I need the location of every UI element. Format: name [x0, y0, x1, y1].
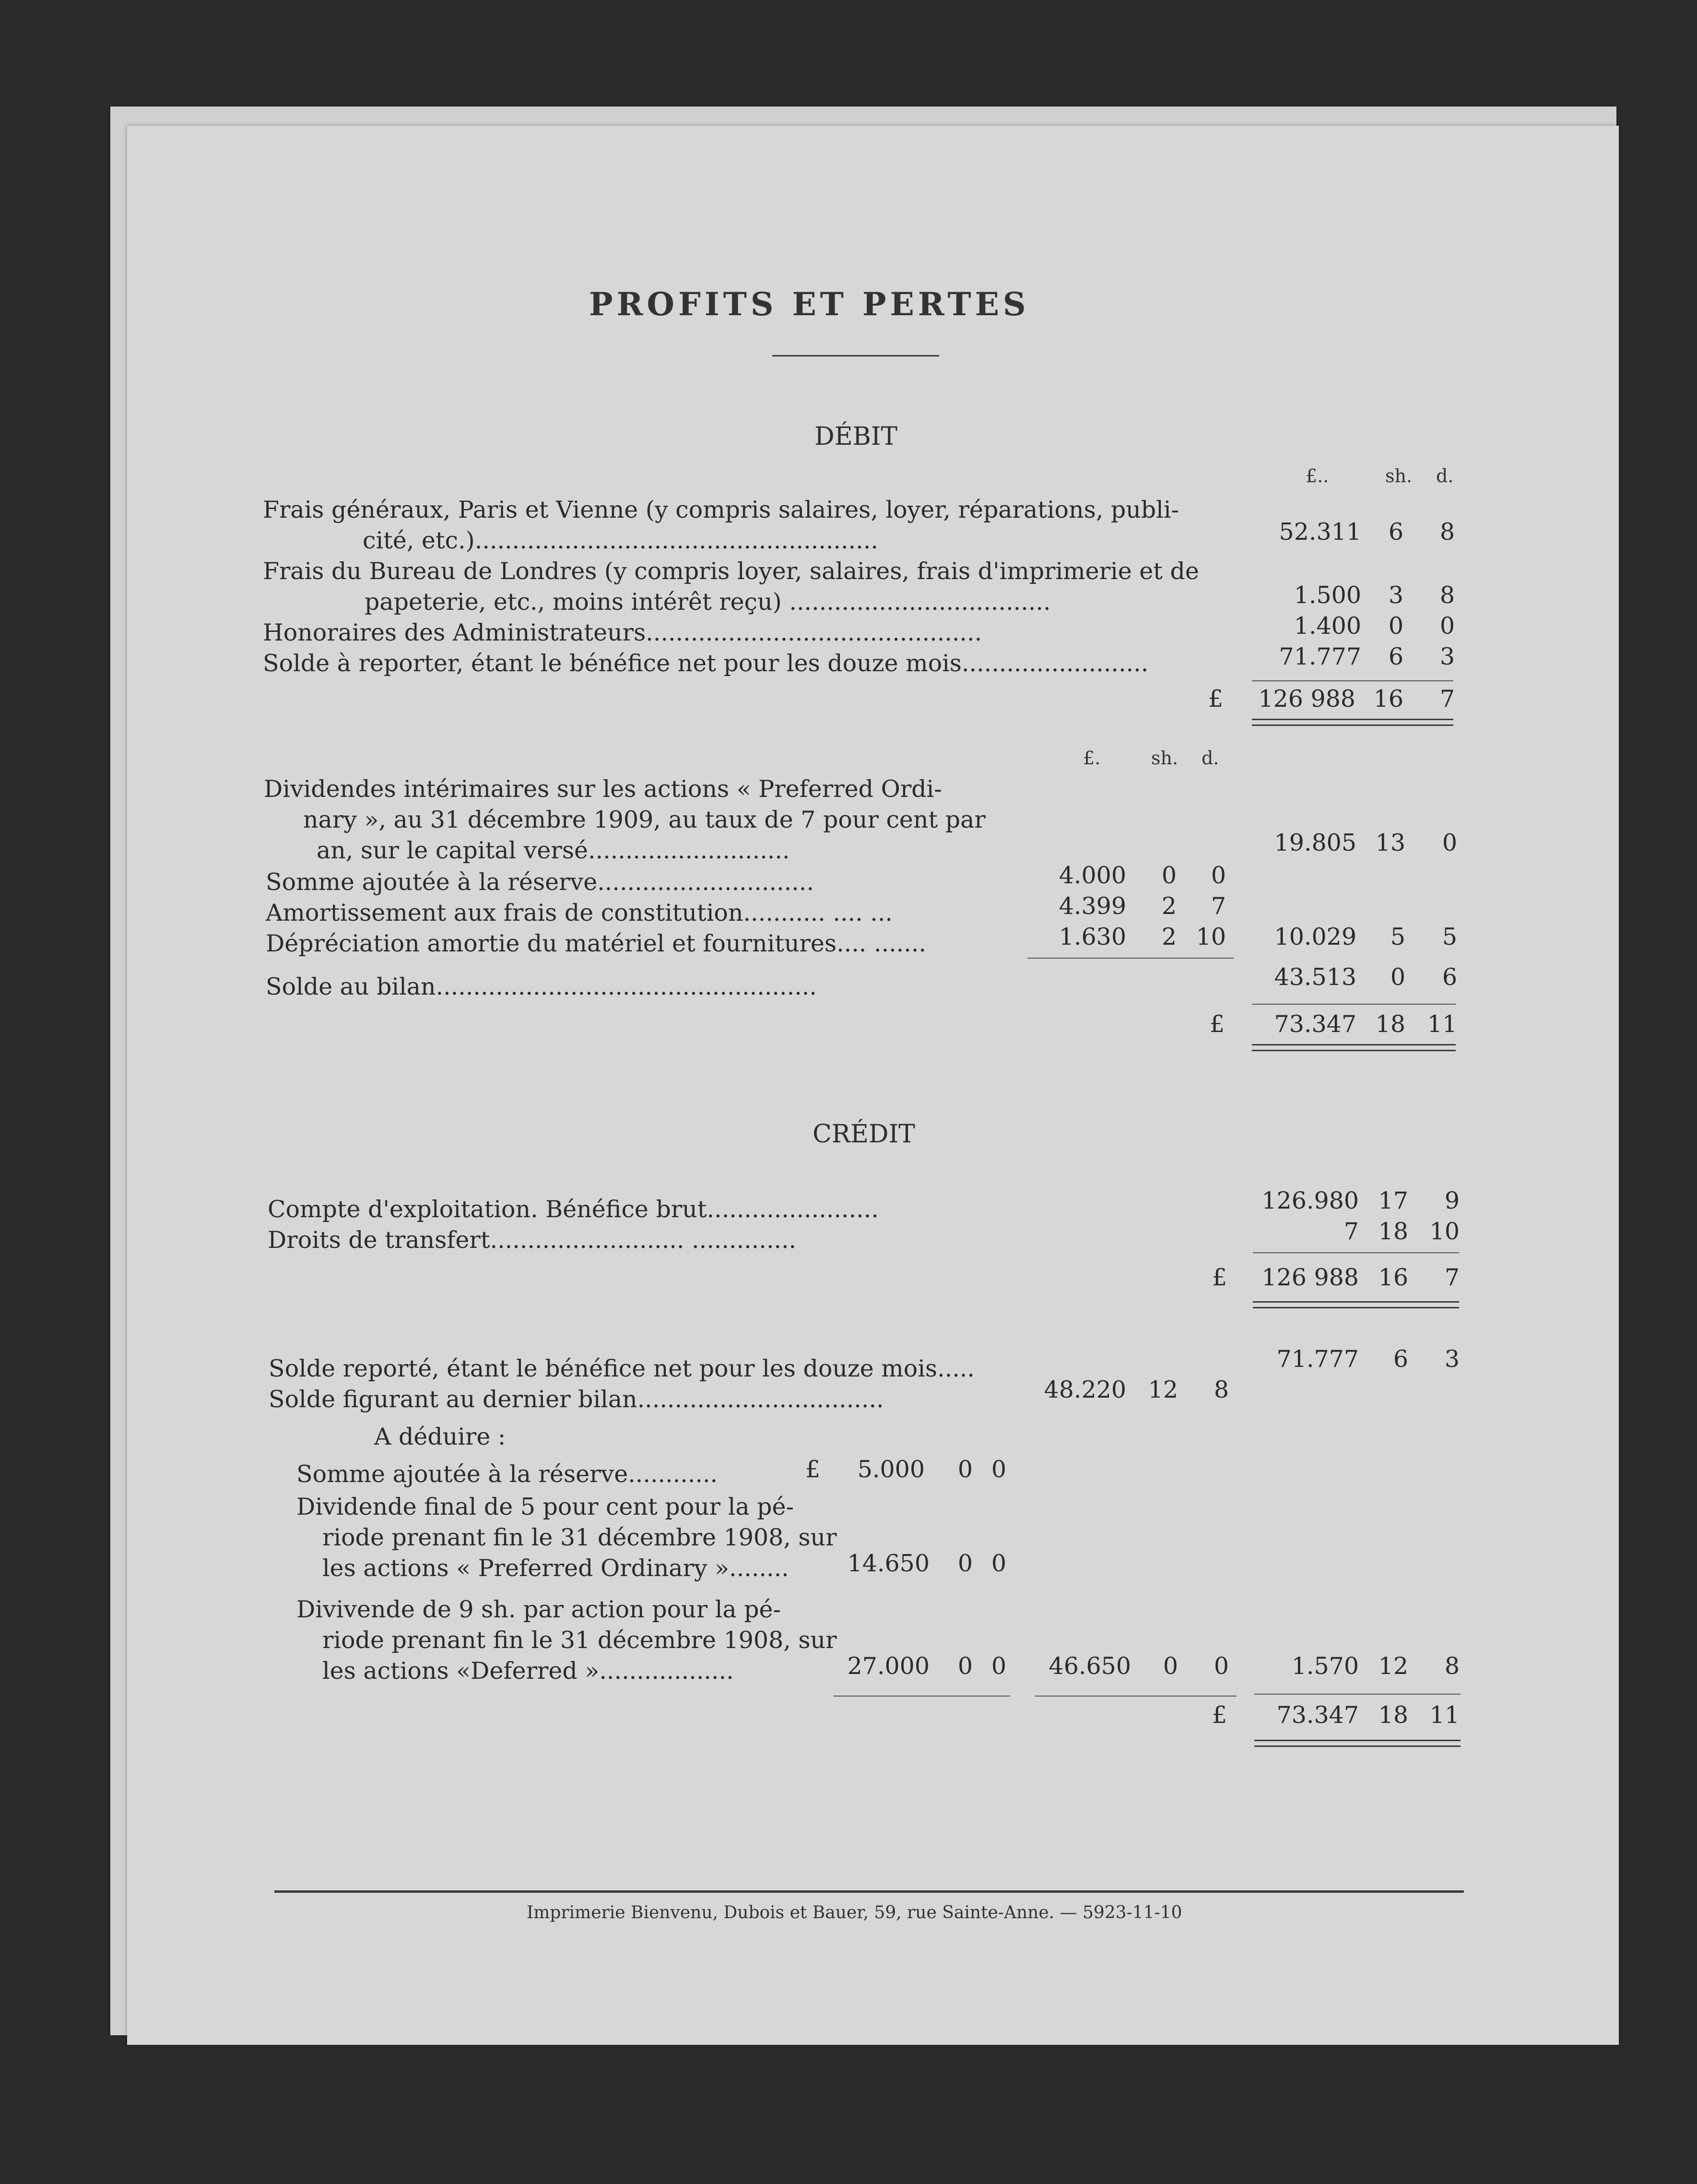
- solde-bilan-d: 6: [1442, 963, 1457, 991]
- solde-bilan-precedent-pounds: 48.220: [1044, 1376, 1126, 1403]
- reserve-sh: 0: [1161, 862, 1177, 889]
- credit-heading: CRÉDIT: [813, 1120, 915, 1149]
- solde-bilan-precedent-d: 8: [1214, 1376, 1229, 1403]
- col-header-shillings: sh.: [1151, 748, 1178, 769]
- debit-amount-d: 8: [1439, 518, 1455, 546]
- remainder-d: 8: [1444, 1652, 1460, 1680]
- depreciation-sh: 2: [1161, 923, 1177, 950]
- debit-amount-pounds: 1.400: [1294, 612, 1361, 640]
- total-double-rule: [1252, 719, 1453, 726]
- solde-reporte-pounds: 71.777: [1276, 1345, 1359, 1373]
- reserve-d: 0: [1211, 862, 1226, 889]
- credit-d: 10: [1429, 1218, 1460, 1245]
- credit-line-1: Compte d'exploitation. Bénéfice brut.......................: [268, 1196, 879, 1223]
- deduction-deferred-line-3: les actions «Deferred »..................: [322, 1657, 734, 1685]
- deductions-sum-pounds: 46.650: [1049, 1652, 1131, 1680]
- deduction-deferred-sh: 0: [957, 1652, 973, 1680]
- deduction-dividend-line-3: les actions « Preferred Ordinary »........: [322, 1555, 789, 1582]
- depreciation-total-pounds: 10.029: [1274, 923, 1356, 950]
- debit-total2-d: 11: [1427, 1010, 1457, 1038]
- amortissement-sh: 2: [1161, 892, 1177, 920]
- col-header-pence: d.: [1436, 465, 1454, 487]
- amortissement-pounds: 4.399: [1059, 892, 1126, 920]
- debit-line-1: Frais généraux, Paris et Vienne (y compris salaires, loyer, réparations, publi-: [263, 496, 1179, 523]
- solde-bilan-line: Solde au bilan...................................................: [266, 973, 817, 1000]
- debit-amount-sh: 6: [1388, 643, 1403, 670]
- credit-total2-sh: 18: [1378, 1701, 1408, 1729]
- printer-imprint: Imprimerie Bienvenu, Dubois et Bauer, 59, rue Sainte-Anne. — 5923-11-10: [527, 1903, 1182, 1923]
- debit-line-5: Honoraires des Administrateurs.............................................: [263, 619, 982, 646]
- credit-sh: 17: [1378, 1187, 1408, 1214]
- reserve-line: Somme ajoutée à la réserve.............................: [266, 868, 814, 896]
- credit-total2-pounds: 73.347: [1276, 1701, 1359, 1729]
- total-double-rule: [1252, 1044, 1456, 1051]
- subtotal-rule: [834, 1696, 1010, 1697]
- debit-amount-d: 0: [1439, 612, 1455, 640]
- footer-rule: [274, 1890, 1464, 1893]
- credit-total-pounds: 126 988: [1261, 1264, 1359, 1291]
- deduction-reserve-sh: 0: [957, 1456, 973, 1483]
- credit-d: 9: [1444, 1187, 1460, 1214]
- debit-amount-sh: 3: [1388, 582, 1403, 609]
- subtotal-rule: [1254, 1694, 1461, 1695]
- total-currency: £: [1208, 685, 1223, 712]
- deduction-dividend-d: 0: [991, 1550, 1006, 1577]
- debit-heading: DÉBIT: [814, 422, 898, 451]
- debit-amount-sh: 0: [1388, 612, 1403, 640]
- deduction-currency: £: [805, 1456, 820, 1483]
- depreciation-total-sh: 5: [1390, 923, 1405, 950]
- credit-total2-d: 11: [1429, 1701, 1460, 1729]
- credit-pounds: 7: [1343, 1218, 1359, 1245]
- total-currency: £: [1209, 1010, 1225, 1038]
- solde-reporte-d: 3: [1444, 1345, 1460, 1373]
- debit-amount-sh: 6: [1388, 518, 1403, 546]
- subtotal-rule: [1035, 1696, 1237, 1697]
- col-header-shillings: sh.: [1385, 465, 1413, 487]
- dividend-d: 0: [1442, 829, 1457, 856]
- debit-amount-pounds: 52.311: [1279, 518, 1361, 546]
- depreciation-d: 10: [1196, 923, 1226, 950]
- deductions-sum-sh: 0: [1163, 1652, 1178, 1680]
- total-currency: £: [1212, 1264, 1227, 1291]
- dividend-line-3: an, sur le capital versé...........................: [317, 837, 790, 864]
- subtotal-rule: [1252, 680, 1453, 681]
- deduction-deferred-line-2: riode prenant fin le 31 décembre 1908, sur: [322, 1626, 837, 1654]
- credit-total-sh: 16: [1378, 1264, 1408, 1291]
- deduction-dividend-sh: 0: [957, 1550, 973, 1577]
- remainder-sh: 12: [1378, 1652, 1408, 1680]
- col-header-pounds: £..: [1306, 465, 1329, 487]
- dividend-pounds: 19.805: [1274, 829, 1356, 856]
- subtotal-rule: [1252, 1004, 1456, 1005]
- depreciation-line: Dépréciation amortie du matériel et fournitures.... .......: [266, 930, 926, 957]
- dividend-line-1: Dividendes intérimaires sur les actions « Preferred Ordi-: [264, 775, 942, 803]
- col-header-pence: d.: [1202, 748, 1219, 769]
- deduction-dividend-pounds: 14.650: [847, 1550, 930, 1577]
- solde-bilan-precedent-sh: 12: [1148, 1376, 1178, 1403]
- solde-reporte-line: Solde reporté, étant le bénéfice net pour les douze mois.....: [269, 1355, 975, 1382]
- debit-amount-pounds: 1.500: [1294, 582, 1361, 609]
- credit-total-d: 7: [1444, 1264, 1460, 1291]
- col-header-pounds: £.: [1083, 748, 1101, 769]
- debit-total-d: 7: [1439, 685, 1455, 712]
- total-double-rule: [1253, 1301, 1459, 1308]
- solde-bilan-pounds: 43.513: [1274, 963, 1356, 991]
- deduction-deferred-d: 0: [991, 1652, 1006, 1680]
- deduction-deferred-line-1: Divivende de 9 sh. par action pour la pé-: [296, 1596, 781, 1623]
- debit-line-6: Solde à reporter, étant le bénéfice net pour les douze mois.........................: [263, 650, 1149, 677]
- deduction-reserve-line: Somme ajoutée à la réserve............: [296, 1460, 718, 1488]
- deduction-reserve-pounds: 5.000: [857, 1456, 925, 1483]
- remainder-pounds: 1.570: [1291, 1652, 1359, 1680]
- document-page: [127, 126, 1619, 2045]
- deduction-reserve-d: 0: [991, 1456, 1006, 1483]
- debit-total-sh: 16: [1373, 685, 1403, 712]
- solde-reporte-sh: 6: [1393, 1345, 1408, 1373]
- debit-line-2: cité, etc.)......................................................: [363, 527, 878, 554]
- subtotal-rule: [1253, 1252, 1459, 1253]
- deductions-sum-d: 0: [1214, 1652, 1229, 1680]
- amortissement-line: Amortissement aux frais de constitution........... .... ...: [266, 899, 893, 926]
- debit-amount-pounds: 71.777: [1279, 643, 1361, 670]
- depreciation-pounds: 1.630: [1059, 923, 1126, 950]
- debit-total2-sh: 18: [1375, 1010, 1405, 1038]
- solde-bilan-precedent-line: Solde figurant au dernier bilan.................................: [269, 1386, 884, 1413]
- amortissement-d: 7: [1211, 892, 1226, 920]
- credit-pounds: 126.980: [1261, 1187, 1359, 1214]
- debit-line-4: papeterie, etc., moins intérêt reçu) ...................................: [365, 588, 1051, 616]
- total-currency: £: [1212, 1701, 1227, 1729]
- dividend-sh: 13: [1375, 829, 1405, 856]
- reserve-pounds: 4.000: [1059, 862, 1126, 889]
- dividend-line-2: nary », au 31 décembre 1909, au taux de 7 pour cent par: [303, 806, 986, 833]
- debit-amount-d: 8: [1439, 582, 1455, 609]
- credit-sh: 18: [1378, 1218, 1408, 1245]
- deduction-deferred-pounds: 27.000: [847, 1652, 930, 1680]
- deduction-dividend-line-1: Dividende final de 5 pour cent pour la pé-: [296, 1493, 794, 1520]
- deduction-dividend-line-2: riode prenant fin le 31 décembre 1908, sur: [322, 1524, 837, 1551]
- a-deduire-label: A déduire :: [374, 1423, 506, 1450]
- debit-amount-d: 3: [1439, 643, 1455, 670]
- solde-bilan-sh: 0: [1390, 963, 1405, 991]
- page-title: PROFITS ET PERTES: [589, 285, 1030, 323]
- depreciation-total-d: 5: [1442, 923, 1457, 950]
- subtotal-rule: [1027, 958, 1234, 959]
- debit-total2-pounds: 73.347: [1274, 1010, 1356, 1038]
- credit-line-2: Droits de transfert.......................... ..............: [268, 1226, 797, 1254]
- title-underline: [772, 355, 939, 356]
- debit-total-pounds: 126 988: [1258, 685, 1355, 712]
- debit-line-3: Frais du Bureau de Londres (y compris loyer, salaires, frais d'imprimerie et de: [263, 558, 1199, 585]
- total-double-rule: [1254, 1740, 1461, 1747]
